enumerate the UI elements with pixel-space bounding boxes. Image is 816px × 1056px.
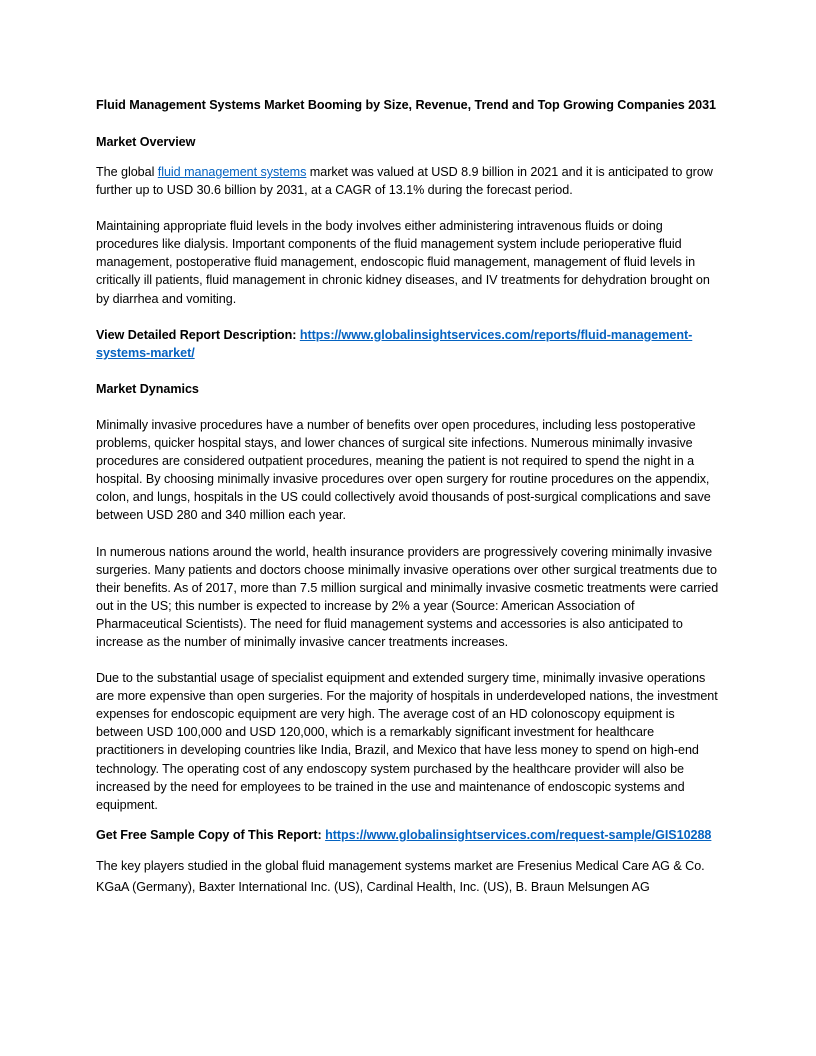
sample-url-link[interactable]: https://www.globalinsightservices.com/request-sample/GIS10288 xyxy=(325,827,712,842)
document-title: Fluid Management Systems Market Booming by Size, Revenue, Trend and Top Growing Companies 2031 xyxy=(96,98,716,112)
report-description-line xyxy=(96,326,722,362)
overview-p1-before: The global xyxy=(96,165,158,179)
market-overview-heading: Market Overview xyxy=(96,135,196,149)
sample-label: Get Free Sample Copy of This Report: xyxy=(96,827,326,842)
market-dynamics-heading: Market Dynamics xyxy=(96,381,199,396)
key-players-paragraph: The key players studied in the global fluid management systems market are Fresenius Medical Care AG & Co. KGaA (Germany), Baxter International Inc. (US), Cardinal Health, Inc. (US), B. Braun Melsungen AG xyxy=(96,858,705,894)
sample-copy-line xyxy=(96,826,722,844)
dynamics-paragraph-1: Minimally invasive procedures have a number of benefits over open procedures, including less postoperative problems, quicker hospital stays, and lower chances of surgical site infections. Numerous minimally invasive procedures are considered outpatient procedures, meaning the patient is not required to spend the night in a hospital. By choosing minimally invasive procedures over open surgery for routine procedures on the appendix, colon, and lungs, hospitals in the US could collectively avoid thousands of post-surgical complications and save between USD 280 and 340 million each year. xyxy=(96,417,711,523)
overview-paragraph-1 xyxy=(96,163,722,199)
dynamics-paragraph-2: In numerous nations around the world, health insurance providers are progressively covering minimally invasive surgeries. Many patients and doctors choose minimally invasive operations over other surgical treatments due to their benefits. As of 2017, more than 7.5 million surgical and minimally invasive cosmetic treatments were carried out in the US; this number is expected to increase by 2% a year (Source: American Association of Pharmaceutical Scientists). The need for fluid management systems and accessories is also anticipated to increase as the number of minimally invasive cancer treatments increases. xyxy=(96,544,719,649)
dynamics-paragraph-3: Due to the substantial usage of specialist equipment and extended surgery time, minimally invasive operations are more expensive than open surgeries. For the majority of hospitals in underdeveloped nations, the investment expenses for endoscopic equipment are very high. The average cost of an HD colonoscopy equipment is between USD 100,000 and USD 120,000, which is a remarkably significant investment for healthcare practitioners in developing countries like India, Brazil, and Mexico that have less money to spend on high-end technology. The operating cost of any endoscopy system purchased by the healthcare provider will also be increased by the need for employees to be trained in the use and maintenance of endoscopic systems and equipment. xyxy=(96,671,718,812)
document-page xyxy=(96,96,722,916)
overview-p1-after: market was valued at USD 8.9 billion in 2021 and it is anticipated to grow further up to USD 30.6 billion by 2031, at a CAGR of 13.1% during the forecast period. xyxy=(96,165,713,198)
fluid-management-systems-link[interactable]: fluid management systems xyxy=(157,165,307,179)
report-url-link[interactable]: https://www.globalinsightservices.com/reports/fluid-management-systems-market/ xyxy=(96,327,693,360)
report-label: View Detailed Report Description: xyxy=(96,327,300,342)
overview-paragraph-2: Maintaining appropriate fluid levels in the body involves either administering intravenous fluids or doing procedures like dialysis. Important components of the fluid management system include perioperative fluid management, postoperative fluid management, endoscopic fluid management, management of fluid levels in critically ill patients, fluid management in chronic kidney diseases, and IV treatments for dehydration brought on by diarrhea and vomiting. xyxy=(96,219,710,306)
